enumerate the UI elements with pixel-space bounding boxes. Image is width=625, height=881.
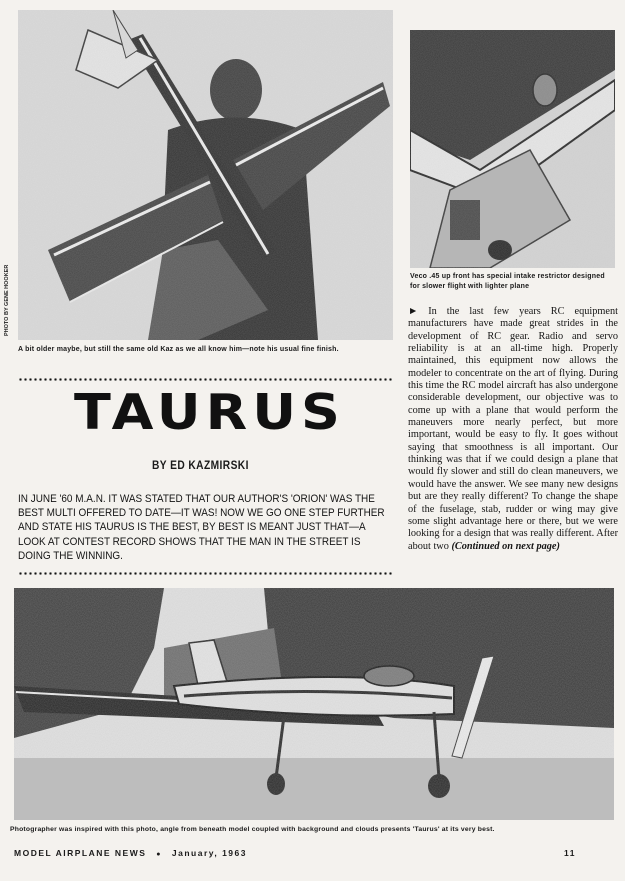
caption-top-left: A bit older maybe, but still the same old Kaz as we all know him—note his usual fine finish. <box>18 346 339 353</box>
article-title: TAURUS <box>74 384 345 441</box>
dotted-rule-top <box>18 378 392 381</box>
article-byline: BY ED KAZMIRSKI <box>152 458 249 472</box>
continued-note: (Continued on next page) <box>451 540 560 552</box>
magazine-name: MODEL AIRPLANE NEWS <box>14 848 147 858</box>
article-deck: IN JUNE '60 M.A.N. IT WAS STATED THAT OUR AUTHOR'S 'ORION' WAS THE BEST MULTI OFFERED TO DATE—IT WAS! NOW WE GO ONE STEP FURTHER AND STATE HIS TAURUS IS THE BEST, BY BEST IS MEANT JUST THAT—A LOOK AT CONTEST RECORD SHOWS THAT THE MAN IN THE STREET IS DOING THE WINNING. <box>18 493 385 562</box>
photo-credit: PHOTO BY GENE HOOKER <box>4 264 10 336</box>
dotted-rule-bottom <box>18 572 392 575</box>
footer-bullet: ● <box>156 851 163 858</box>
page-footer <box>14 848 614 862</box>
page-number: 11 <box>564 848 576 858</box>
caption-bottom: Photographer was inspired with this photo, angle from beneath model coupled with background and clouds presents 'Taurus' at its very best. <box>10 826 495 833</box>
caption-top-right: Veco .45 up front has special intake restrictor designed for slower flight with lighter plane <box>410 273 605 290</box>
photo-engine-closeup <box>410 30 615 268</box>
article-body <box>408 306 618 553</box>
photo-kaz-holding-model <box>18 10 393 340</box>
photo-taurus-on-ground <box>14 588 614 820</box>
article-body-text: ► In the last few years RC equipment manufacturers have made great strides in the development of RC gear. Radio and servo reliability is at an all-time high. Properly maintained, this equipment now allows the modeler to concentrate on the art of flying. During this time the RC model aircraft has also undergone considerable development, our objective was to come up with a plane that would perform the maneuvers more nearly perfect, but more important, would be easy to fly. It goes without saying that smoothness is all important. Our thinking was that if we could design a plane that would fly slower and still do clean maneuvers, we would have the answer. We see many new designs but are they really different? To change the shape of the fuselage, stab, rudder or wing may give some slight advantage here or there, but we were looking for a design that was really different. After about two <box>408 306 618 552</box>
issue-date: January, 1963 <box>171 848 247 858</box>
